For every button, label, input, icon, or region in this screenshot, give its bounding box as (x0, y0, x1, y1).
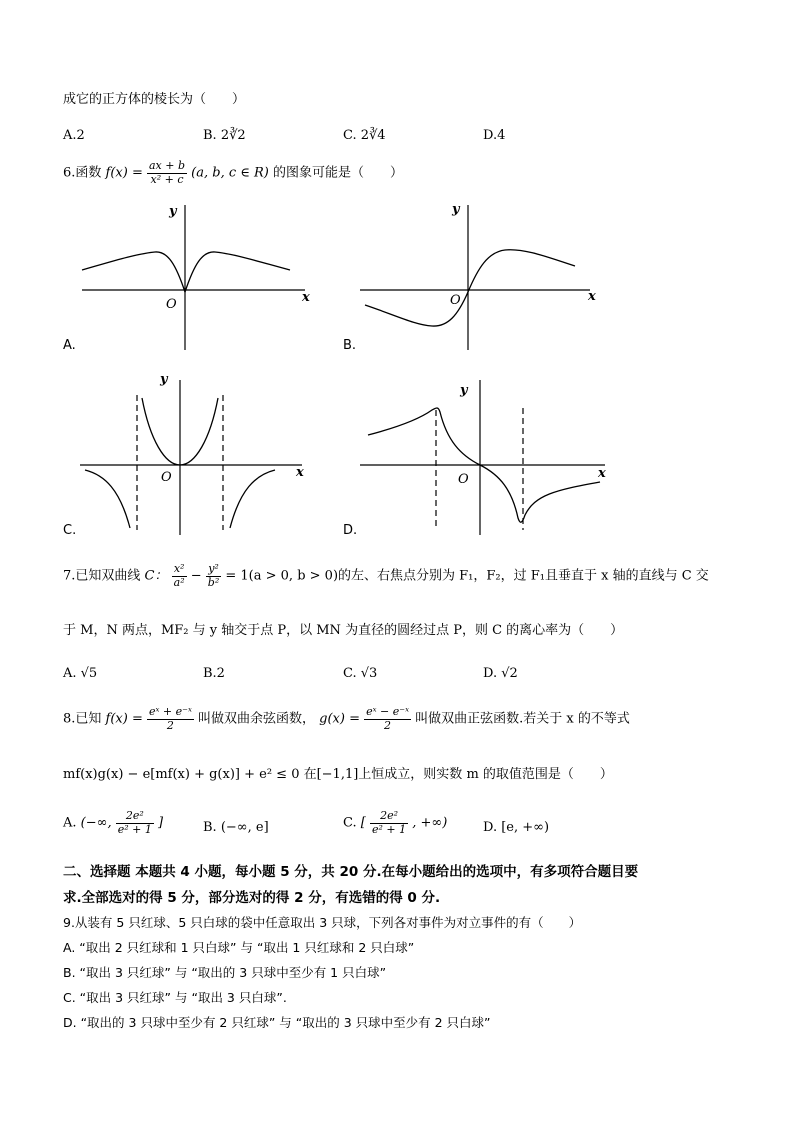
q8-cosh-num: eˣ + e⁻ˣ (149, 705, 192, 718)
graph-d-x-label: x (598, 466, 606, 481)
graph-c-x-label: x (296, 465, 304, 480)
q9-option-d: D. “取出的 3 只球中至少有 2 只红球” 与 “取出的 3 只球中至少有 2 只白球” (63, 1015, 491, 1030)
q8-line1: 8.已知 f(x) = $\frac{\text{eˣ + e⁻ˣ}}{2}$ 叫做双曲余弦函数， g(x) = $\frac{\text{eˣ − e⁻ˣ}}{2}$ 叫做双曲正弦函数.若关于 x 的不等式 (63, 705, 630, 732)
q7-option-b: B.2 (203, 666, 225, 681)
q6-frac-den: x² + c (150, 172, 184, 186)
q5-option-b: B. 2∛2 (203, 128, 246, 143)
graph-c-label: C. (63, 523, 77, 538)
q8-option-c: C. [ $\frac{\text{2e²}}{\text{e² + 1}}$ , +∞) (343, 809, 448, 836)
q6-suffix: 的图象可能是（ ） (273, 165, 404, 181)
q7-option-d: D. √2 (483, 666, 518, 681)
graph-a (82, 205, 305, 350)
graph-b (360, 205, 590, 350)
q7-frac-y (206, 563, 221, 589)
section2-line1: 二、选择题 本题共 4 小题，每小题 5 分，共 20 分.在每小题给出的选项中，有多项符合题目要 (63, 864, 639, 880)
q6-prefix: 6.函数 (63, 165, 102, 181)
graph-a-curve (82, 252, 290, 292)
graph-b-label: B. (343, 338, 357, 353)
q8-sinh-frac (364, 706, 411, 732)
q8-line2: mf(x)g(x) − e[mf(x) + g(x)] + e² ≤ 0 在[−1,1]上恒成立，则实数 m 的取值范围是（ ） (63, 767, 613, 782)
q7-frac-y-num: y² (206, 563, 221, 577)
q8-option-c-frac: $\frac{\text{2e²}}{\text{e² + 1}}$ (371, 809, 407, 836)
graph-a-origin: O (166, 297, 177, 312)
q9-option-c: C. “取出 3 只红球” 与 “取出 3 只白球”. (63, 990, 287, 1005)
graph-c (80, 380, 302, 535)
q5-stem: 成它的正方体的棱长为（ ） (63, 92, 246, 107)
graph-c-origin: O (161, 470, 172, 485)
graph-c-curve-left (85, 470, 130, 528)
q8-prefix: 8.已知 (63, 711, 102, 727)
q7-curve-name: C： (144, 568, 168, 584)
graph-c-y-label: y (160, 372, 168, 387)
q7-frac-y-den: b² (207, 575, 220, 589)
q8-option-b: B. (−∞, e] (203, 820, 269, 835)
q7-line2: 于 M，N 两点，MF₂ 与 y 轴交于点 P，以 MN 为直径的圆经过点 P，则 C 的离心率为（ ） (63, 623, 624, 638)
graph-a-label: A. (63, 338, 76, 353)
q6-cond: (a, b, c ∈ R) (191, 165, 269, 181)
section2-line2: 求.全部选对的得 5 分，部分选对的得 2 分，有选错的得 0 分. (63, 890, 441, 906)
q8-sinh-text: 叫做双曲正弦函数.若关于 x 的不等式 (415, 711, 630, 727)
q5-option-d: D.4 (483, 128, 506, 143)
graph-d-label: D. (343, 523, 358, 538)
q6-graphs (0, 0, 794, 560)
q8-sinh-den: 2 (384, 718, 392, 732)
q6-func: f(x) = (105, 165, 147, 181)
q9-option-b: B. “取出 3 只红球” 与 “取出的 3 只球中至少有 1 只白球” (63, 965, 387, 980)
q5-option-a: A.2 (63, 128, 85, 143)
q6-frac-num: ax + b (149, 159, 186, 172)
q9-stem: 9.从装有 5 只红球、5 只白球的袋中任意取出 3 只球，下列各对事件为对立事件的有（ ） (63, 915, 582, 930)
q7-frac-x-den: a² (173, 575, 185, 589)
q7-option-a: A. √5 (63, 666, 98, 681)
graph-d-origin: O (458, 472, 469, 487)
q8-sinh-num: eˣ − e⁻ˣ (366, 705, 409, 718)
q8-cosh-den: 2 (166, 718, 174, 732)
graph-b-y-label: y (452, 202, 460, 217)
q8-cosh-text: 叫做双曲余弦函数， (198, 711, 316, 727)
q8-option-a: A. (−∞, $\frac{\text{2e²}}{\text{e² + 1}}$ ] (63, 809, 164, 836)
q5-option-c: C. 2∛4 (343, 128, 386, 143)
graph-b-origin: O (450, 293, 461, 308)
q7-line1: 7.已知双曲线 C： $\frac{\text{x²}}{\text{a²}}$ − $\frac{\text{y²}}{\text{b²}}$ = 1(a > 0, b > 0)的左、右焦点分别为 F₁，F₂，过 F₁且垂直于 x 轴的直线与 C 交 (63, 562, 709, 589)
q9-option-a: A. “取出 2 只红球和 1 只白球” 与 “取出 1 只红球和 2 只白球” (63, 940, 415, 955)
q7-prefix: 7.已知双曲线 (63, 568, 141, 584)
graph-b-x-label: x (588, 289, 596, 304)
q7-option-c: C. √3 (343, 666, 378, 681)
graph-c-curve-right (230, 470, 275, 528)
q8-option-a-frac: $\frac{\text{2e²}}{\text{e² + 1}}$ (117, 809, 152, 836)
graph-a-x-label: x (302, 290, 310, 305)
graph-d-y-label: y (460, 383, 468, 398)
q7-frac-x (172, 563, 187, 589)
q8-cosh-frac (147, 706, 194, 732)
graph-d (360, 380, 605, 535)
q8-option-d: D. [e, +∞) (483, 820, 550, 835)
graph-b-curve (365, 250, 575, 326)
q7-frac-x-num: x² (172, 563, 187, 577)
graph-a-y-label: y (169, 204, 177, 219)
q7-line1-rest: = 1(a > 0, b > 0)的左、右焦点分别为 F₁，F₂，过 F₁且垂直于 x 轴的直线与 C 交 (225, 568, 709, 584)
